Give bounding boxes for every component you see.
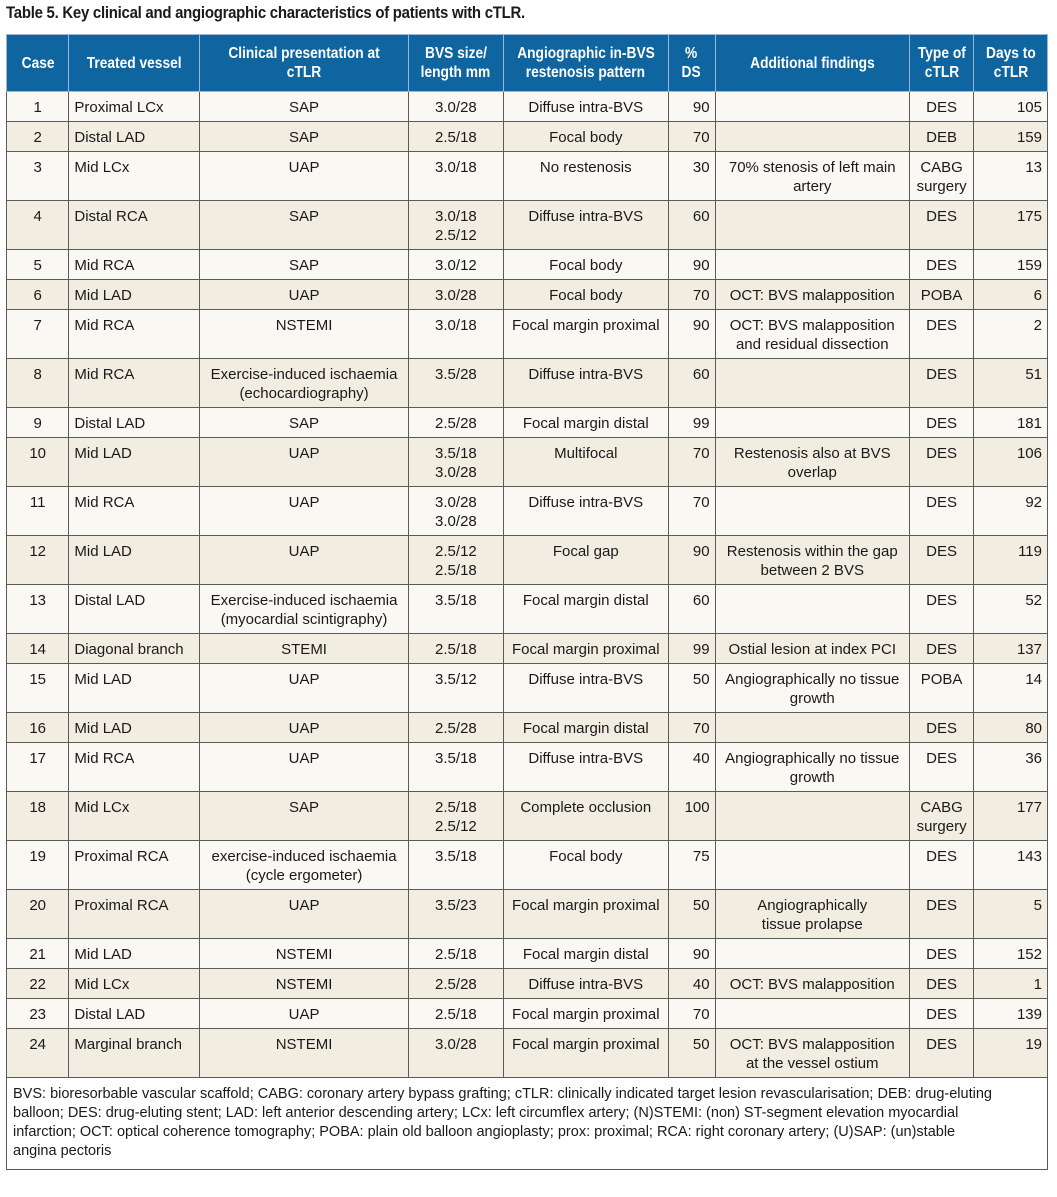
percent-ds-cell: 90 [668,310,715,359]
type-of-ctlr-cell: CABG surgery [909,152,973,201]
days-to-ctlr-cell: 92 [974,487,1048,536]
additional-findings-cell: Angiographically no tissue growth [715,743,909,792]
table-row [7,999,1048,1029]
bvs-size-cell: 2.5/12 2.5/18 [408,536,503,585]
clinical-presentation-cell: UAP [200,487,409,536]
table-row [7,536,1048,585]
characteristics-table [6,34,1048,1170]
treated-vessel-cell: Mid RCA [69,310,200,359]
table-row [7,792,1048,841]
bvs-size-cell: 2.5/18 [408,634,503,664]
percent-ds-cell: 75 [668,841,715,890]
type-of-ctlr-cell: DES [909,585,973,634]
days-to-ctlr-cell: 181 [974,408,1048,438]
percent-ds-cell: 70 [668,280,715,310]
column-header-text: Angiographic in-BVS [517,45,655,62]
days-to-ctlr-cell: 106 [974,438,1048,487]
percent-ds-cell: 70 [668,713,715,743]
table-row [7,438,1048,487]
clinical-presentation-cell: UAP [200,890,409,939]
percent-ds-cell: 99 [668,408,715,438]
days-to-ctlr-cell: 159 [974,122,1048,152]
column-header-text: cTLR [993,64,1028,81]
restenosis-pattern-cell: Diffuse intra-BVS [503,359,668,408]
treated-vessel-cell: Distal LAD [69,585,200,634]
column-header-text: % [685,45,698,62]
clinical-presentation-cell: NSTEMI [200,310,409,359]
percent-ds-cell: 50 [668,664,715,713]
case-cell: 3 [7,152,69,201]
case-cell: 19 [7,841,69,890]
clinical-presentation-cell: SAP [200,201,409,250]
table-row [7,122,1048,152]
additional-findings-cell [715,92,909,122]
bvs-size-cell: 3.0/18 [408,152,503,201]
type-of-ctlr-cell: DES [909,359,973,408]
days-to-ctlr-cell: 14 [974,664,1048,713]
case-cell: 2 [7,122,69,152]
type-of-ctlr-cell: DES [909,713,973,743]
percent-ds-cell: 99 [668,634,715,664]
treated-vessel-cell: Proximal RCA [69,841,200,890]
type-of-ctlr-cell: DES [909,939,973,969]
days-to-ctlr-cell: 159 [974,250,1048,280]
case-cell: 13 [7,585,69,634]
table-row [7,408,1048,438]
treated-vessel-cell: Distal RCA [69,201,200,250]
percent-ds-cell: 50 [668,1029,715,1078]
treated-vessel-cell: Marginal branch [69,1029,200,1078]
restenosis-pattern-cell: Focal margin distal [503,585,668,634]
clinical-presentation-cell: STEMI [200,634,409,664]
days-to-ctlr-cell: 51 [974,359,1048,408]
percent-ds-cell: 60 [668,585,715,634]
clinical-presentation-cell: SAP [200,92,409,122]
additional-findings-cell [715,585,909,634]
table-row [7,969,1048,999]
additional-findings-cell [715,122,909,152]
bvs-size-cell: 3.5/28 [408,359,503,408]
table-row [7,201,1048,250]
bvs-size-cell: 3.5/18 3.0/28 [408,438,503,487]
percent-ds-cell: 90 [668,536,715,585]
restenosis-pattern-cell: Focal margin proximal [503,890,668,939]
treated-vessel-cell: Mid LCx [69,969,200,999]
percent-ds-cell: 100 [668,792,715,841]
case-cell: 6 [7,280,69,310]
treated-vessel-cell: Mid LCx [69,792,200,841]
type-of-ctlr-cell: DES [909,201,973,250]
table-row [7,487,1048,536]
clinical-presentation-cell: UAP [200,664,409,713]
bvs-size-cell: 3.0/18 [408,310,503,359]
percent-ds-cell: 70 [668,487,715,536]
column-header-percent-ds [668,35,715,92]
days-to-ctlr-cell: 1 [974,969,1048,999]
additional-findings-cell: Restenosis also at BVS overlap [715,438,909,487]
bvs-size-cell: 3.0/12 [408,250,503,280]
type-of-ctlr-cell: DES [909,743,973,792]
restenosis-pattern-cell: Focal margin proximal [503,1029,668,1078]
type-of-ctlr-cell: DES [909,634,973,664]
percent-ds-cell: 70 [668,999,715,1029]
type-of-ctlr-cell: POBA [909,280,973,310]
bvs-size-cell: 2.5/18 2.5/12 [408,792,503,841]
column-header-additional-findings [715,35,909,92]
case-cell: 1 [7,92,69,122]
additional-findings-cell [715,841,909,890]
type-of-ctlr-cell: DES [909,536,973,585]
restenosis-pattern-cell: Focal body [503,841,668,890]
footnote-line: infarction; OCT: optical coherence tomography; POBA: plain old balloon angioplasty; prox: proximal; RCA: right coronary artery; (U)SAP: (un)stable [13,1124,956,1140]
footnote-line: angina pectoris [13,1143,112,1159]
bvs-size-cell: 3.5/23 [408,890,503,939]
clinical-presentation-cell: Exercise-induced ischaemia (echocardiography) [200,359,409,408]
table-row [7,310,1048,359]
type-of-ctlr-cell: DES [909,487,973,536]
column-header-days-to-ctlr [974,35,1048,92]
case-cell: 15 [7,664,69,713]
column-header-text: Case [21,54,55,72]
percent-ds-cell: 50 [668,890,715,939]
days-to-ctlr-cell: 52 [974,585,1048,634]
case-cell: 16 [7,713,69,743]
column-header-text: Additional findings [749,54,875,72]
case-cell: 20 [7,890,69,939]
clinical-presentation-cell: SAP [200,122,409,152]
treated-vessel-cell: Distal LAD [69,999,200,1029]
footnote-line: BVS: bioresorbable vascular scaffold; CABG: coronary artery bypass grafting; cTLR: clinically indicated target lesion revascularisation; DEB: drug-eluting [13,1086,992,1102]
table-row [7,664,1048,713]
percent-ds-cell: 90 [668,92,715,122]
type-of-ctlr-cell: POBA [909,664,973,713]
type-of-ctlr-cell: DES [909,841,973,890]
clinical-presentation-cell: SAP [200,250,409,280]
days-to-ctlr-cell: 13 [974,152,1048,201]
clinical-presentation-cell: SAP [200,408,409,438]
clinical-presentation-cell: UAP [200,536,409,585]
column-header-restenosis-pattern [503,35,668,92]
days-to-ctlr-cell: 19 [974,1029,1048,1078]
clinical-presentation-cell: NSTEMI [200,969,409,999]
clinical-presentation-cell: exercise-induced ischaemia (cycle ergometer) [200,841,409,890]
column-header-bvs-size [408,35,503,92]
clinical-presentation-cell: UAP [200,743,409,792]
additional-findings-cell: OCT: BVS malapposition [715,280,909,310]
case-cell: 12 [7,536,69,585]
additional-findings-cell: OCT: BVS malapposition [715,969,909,999]
footnote-row [7,1078,1048,1170]
bvs-size-cell: 2.5/18 [408,999,503,1029]
additional-findings-cell: Angiographically tissue prolapse [715,890,909,939]
bvs-size-cell: 2.5/28 [408,713,503,743]
type-of-ctlr-cell: DES [909,92,973,122]
case-cell: 14 [7,634,69,664]
case-cell: 7 [7,310,69,359]
table-row [7,280,1048,310]
table-row [7,585,1048,634]
column-header-text: Treated vessel [86,54,182,72]
bvs-size-cell: 3.0/28 [408,92,503,122]
case-cell: 4 [7,201,69,250]
treated-vessel-cell: Mid LAD [69,536,200,585]
table-row [7,713,1048,743]
treated-vessel-cell: Diagonal branch [69,634,200,664]
percent-ds-cell: 40 [668,743,715,792]
treated-vessel-cell: Mid LAD [69,280,200,310]
treated-vessel-cell: Distal LAD [69,122,200,152]
additional-findings-cell [715,999,909,1029]
column-header-text: DS [682,64,702,81]
table-row [7,92,1048,122]
clinical-presentation-cell: UAP [200,713,409,743]
percent-ds-cell: 70 [668,122,715,152]
treated-vessel-cell: Proximal RCA [69,890,200,939]
percent-ds-cell: 90 [668,939,715,969]
table-title: Table 5. Key clinical and angiographic characteristics of patients with cTLR. [6,3,525,22]
bvs-size-cell: 3.0/28 [408,1029,503,1078]
restenosis-pattern-cell: Focal margin distal [503,939,668,969]
days-to-ctlr-cell: 105 [974,92,1048,122]
additional-findings-cell [715,487,909,536]
days-to-ctlr-cell: 2 [974,310,1048,359]
case-cell: 11 [7,487,69,536]
days-to-ctlr-cell: 152 [974,939,1048,969]
table-row [7,890,1048,939]
clinical-presentation-cell: Exercise-induced ischaemia (myocardial scintigraphy) [200,585,409,634]
column-header-type-of-ctlr [909,35,973,92]
restenosis-pattern-cell: No restenosis [503,152,668,201]
percent-ds-cell: 60 [668,359,715,408]
clinical-presentation-cell: NSTEMI [200,1029,409,1078]
table-row [7,1029,1048,1078]
treated-vessel-cell: Mid LCx [69,152,200,201]
additional-findings-cell: Restenosis within the gap between 2 BVS [715,536,909,585]
clinical-presentation-cell: NSTEMI [200,939,409,969]
additional-findings-cell: 70% stenosis of left main artery [715,152,909,201]
clinical-presentation-cell: UAP [200,438,409,487]
days-to-ctlr-cell: 139 [974,999,1048,1029]
case-cell: 10 [7,438,69,487]
clinical-presentation-cell: UAP [200,280,409,310]
type-of-ctlr-cell: DES [909,408,973,438]
percent-ds-cell: 90 [668,250,715,280]
additional-findings-cell: Ostial lesion at index PCI [715,634,909,664]
footnote [7,1078,1048,1170]
treated-vessel-cell: Proximal LCx [69,92,200,122]
additional-findings-cell: Angiographically no tissue growth [715,664,909,713]
treated-vessel-cell: Distal LAD [69,408,200,438]
case-cell: 5 [7,250,69,280]
column-header-text: cTLR [286,64,322,81]
additional-findings-cell [715,359,909,408]
treated-vessel-cell: Mid RCA [69,743,200,792]
days-to-ctlr-cell: 175 [974,201,1048,250]
bvs-size-cell: 3.5/12 [408,664,503,713]
type-of-ctlr-cell: DES [909,310,973,359]
type-of-ctlr-cell: DES [909,999,973,1029]
restenosis-pattern-cell: Complete occlusion [503,792,668,841]
restenosis-pattern-cell: Diffuse intra-BVS [503,487,668,536]
column-header-text: cTLR [924,64,959,81]
bvs-size-cell: 3.0/28 3.0/28 [408,487,503,536]
treated-vessel-cell: Mid LAD [69,939,200,969]
table-row [7,743,1048,792]
column-header-treated-vessel [69,35,200,92]
column-header-text: Type of [917,45,966,62]
column-header-text: restenosis pattern [526,64,646,81]
days-to-ctlr-cell: 80 [974,713,1048,743]
bvs-size-cell: 3.5/18 [408,585,503,634]
bvs-size-cell: 3.0/18 2.5/12 [408,201,503,250]
additional-findings-cell [715,939,909,969]
table-row [7,152,1048,201]
bvs-size-cell: 3.5/18 [408,841,503,890]
header-row [7,35,1048,92]
type-of-ctlr-cell: CABG surgery [909,792,973,841]
bvs-size-cell: 3.5/18 [408,743,503,792]
restenosis-pattern-cell: Diffuse intra-BVS [503,743,668,792]
treated-vessel-cell: Mid LAD [69,438,200,487]
additional-findings-cell [715,792,909,841]
type-of-ctlr-cell: DEB [909,122,973,152]
treated-vessel-cell: Mid LAD [69,713,200,743]
treated-vessel-cell: Mid RCA [69,487,200,536]
bvs-size-cell: 2.5/28 [408,408,503,438]
table-row [7,250,1048,280]
case-cell: 23 [7,999,69,1029]
percent-ds-cell: 60 [668,201,715,250]
restenosis-pattern-cell: Focal margin distal [503,713,668,743]
days-to-ctlr-cell: 5 [974,890,1048,939]
restenosis-pattern-cell: Focal body [503,280,668,310]
restenosis-pattern-cell: Diffuse intra-BVS [503,664,668,713]
treated-vessel-cell: Mid RCA [69,359,200,408]
percent-ds-cell: 40 [668,969,715,999]
days-to-ctlr-cell: 119 [974,536,1048,585]
column-header-clinical-presentation [200,35,409,92]
bvs-size-cell: 2.5/18 [408,939,503,969]
additional-findings-cell: OCT: BVS malapposition at the vessel ostium [715,1029,909,1078]
case-cell: 17 [7,743,69,792]
restenosis-pattern-cell: Focal body [503,250,668,280]
restenosis-pattern-cell: Focal margin distal [503,408,668,438]
restenosis-pattern-cell: Diffuse intra-BVS [503,201,668,250]
additional-findings-cell [715,201,909,250]
type-of-ctlr-cell: DES [909,1029,973,1078]
case-cell: 22 [7,969,69,999]
table-body [7,92,1048,1078]
treated-vessel-cell: Mid LAD [69,664,200,713]
restenosis-pattern-cell: Focal margin proximal [503,999,668,1029]
additional-findings-cell: OCT: BVS malapposition and residual dissection [715,310,909,359]
case-cell: 18 [7,792,69,841]
table-row [7,841,1048,890]
clinical-presentation-cell: UAP [200,152,409,201]
restenosis-pattern-cell: Focal margin proximal [503,310,668,359]
percent-ds-cell: 70 [668,438,715,487]
table-row [7,939,1048,969]
case-cell: 24 [7,1029,69,1078]
restenosis-pattern-cell: Diffuse intra-BVS [503,92,668,122]
bvs-size-cell: 3.0/28 [408,280,503,310]
additional-findings-cell [715,713,909,743]
bvs-size-cell: 2.5/18 [408,122,503,152]
table-row [7,359,1048,408]
column-header-text: Days to [985,45,1036,62]
column-header-case [7,35,69,92]
treated-vessel-cell: Mid RCA [69,250,200,280]
days-to-ctlr-cell: 177 [974,792,1048,841]
additional-findings-cell [715,250,909,280]
restenosis-pattern-cell: Focal gap [503,536,668,585]
case-cell: 21 [7,939,69,969]
footnote-line: balloon; DES: drug-eluting stent; LAD: left anterior descending artery; LCx: left circumflex artery; (N)STEMI: (non) ST-segment elevation myocardial [13,1105,959,1121]
column-header-text: Clinical presentation at [228,45,380,62]
percent-ds-cell: 30 [668,152,715,201]
type-of-ctlr-cell: DES [909,438,973,487]
restenosis-pattern-cell: Focal margin proximal [503,634,668,664]
column-header-text: BVS size/ [424,45,487,62]
case-cell: 9 [7,408,69,438]
restenosis-pattern-cell: Focal body [503,122,668,152]
bvs-size-cell: 2.5/28 [408,969,503,999]
clinical-presentation-cell: SAP [200,792,409,841]
clinical-presentation-cell: UAP [200,999,409,1029]
table-row [7,634,1048,664]
days-to-ctlr-cell: 6 [974,280,1048,310]
type-of-ctlr-cell: DES [909,969,973,999]
restenosis-pattern-cell: Diffuse intra-BVS [503,969,668,999]
type-of-ctlr-cell: DES [909,890,973,939]
days-to-ctlr-cell: 143 [974,841,1048,890]
column-header-text: length mm [421,64,491,81]
additional-findings-cell [715,408,909,438]
days-to-ctlr-cell: 137 [974,634,1048,664]
days-to-ctlr-cell: 36 [974,743,1048,792]
type-of-ctlr-cell: DES [909,250,973,280]
case-cell: 8 [7,359,69,408]
restenosis-pattern-cell: Multifocal [503,438,668,487]
